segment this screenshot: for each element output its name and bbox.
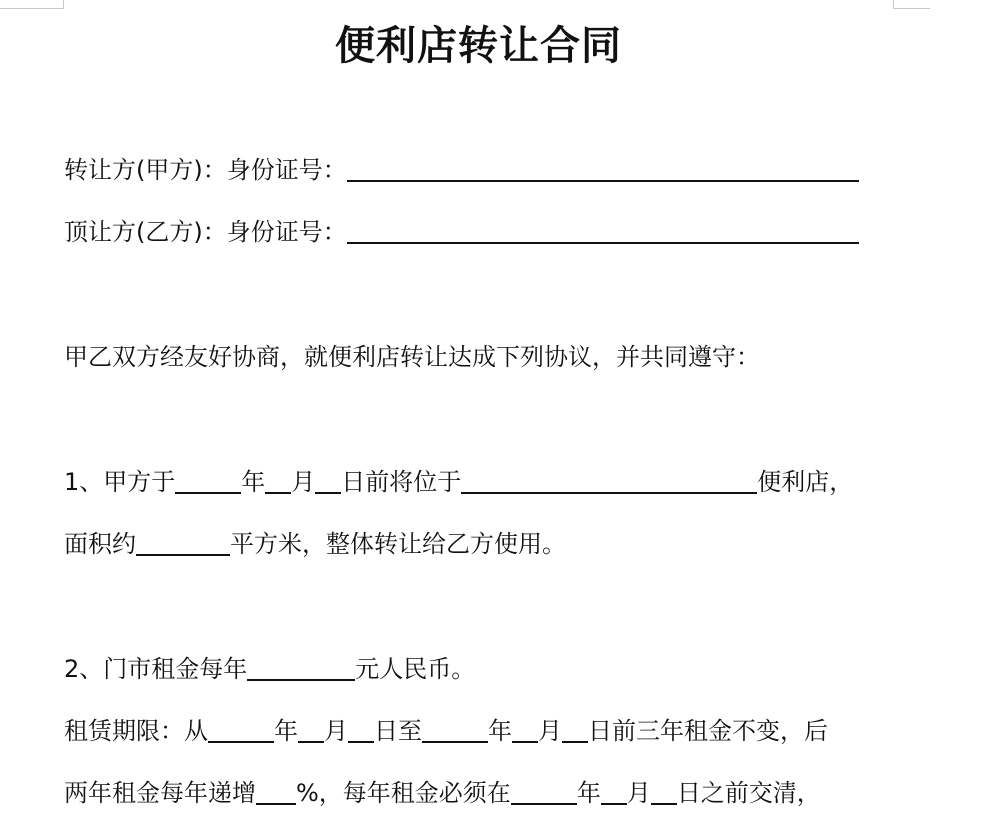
clause-text: 元人民币。 <box>355 655 476 683</box>
day-blank[interactable] <box>315 466 341 494</box>
party-a-id-blank[interactable] <box>347 154 859 182</box>
start-day-blank[interactable] <box>348 715 374 743</box>
clause-text: 月 <box>538 717 562 745</box>
payment-day-blank[interactable] <box>651 777 677 805</box>
clause-text: 日之前交清， <box>676 779 821 807</box>
month-blank[interactable] <box>265 466 291 494</box>
increase-percent-blank[interactable] <box>256 777 296 805</box>
clause-2-line-2 <box>64 711 828 746</box>
clause-text: 月 <box>324 717 348 745</box>
party-b-label: 顶让方(乙方)：身份证号： <box>64 218 347 246</box>
clause-text: 面积约 <box>64 530 136 558</box>
party-b-id-blank[interactable] <box>347 216 859 244</box>
clause-text: 年 <box>274 717 298 745</box>
clause-text: 年 <box>241 468 266 496</box>
clause-text: 日前将位于 <box>341 468 462 496</box>
intro-text: 甲乙双方经友好协商，就便利店转让达成下列协议，并共同遵守： <box>64 343 760 371</box>
clause-text: 2、门市租金每年 <box>64 655 248 683</box>
year-blank[interactable] <box>175 466 241 494</box>
end-month-blank[interactable] <box>512 715 538 743</box>
start-year-blank[interactable] <box>208 715 274 743</box>
party-b-line <box>64 212 859 247</box>
clause-text: 日至 <box>374 717 422 745</box>
clause-text: 1、甲方于 <box>64 468 176 496</box>
area-blank[interactable] <box>136 528 230 556</box>
clause-text: 年 <box>576 779 601 807</box>
crop-mark-right <box>893 0 930 9</box>
clause-text: 两年租金每年递增 <box>64 779 256 807</box>
clause-text: 日前三年租金不变，后 <box>588 717 828 745</box>
clause-text: 年 <box>488 717 512 745</box>
clause-text: %，每年租金必须在 <box>296 779 511 807</box>
clause-text: 租赁期限：从 <box>64 717 208 745</box>
clause-text: 月 <box>291 468 316 496</box>
intro-paragraph <box>64 337 760 372</box>
crop-mark-left <box>0 0 64 9</box>
document-title: 便利店转让合同 <box>335 22 622 69</box>
party-a-line <box>64 150 859 185</box>
clause-1-line-1 <box>64 462 853 497</box>
payment-year-blank[interactable] <box>511 777 577 805</box>
clause-1-line-2 <box>64 524 566 559</box>
party-a-label: 转让方(甲方)：身份证号： <box>64 156 347 184</box>
location-blank[interactable] <box>461 466 757 494</box>
start-month-blank[interactable] <box>298 715 324 743</box>
clause-2-line-3 <box>64 773 821 808</box>
clause-text: 便利店， <box>757 468 854 496</box>
rent-amount-blank[interactable] <box>247 653 355 681</box>
clause-text: 平方米，整体转让给乙方使用。 <box>230 530 566 558</box>
clause-2-line-1 <box>64 649 475 684</box>
clause-text: 月 <box>626 779 651 807</box>
payment-month-blank[interactable] <box>601 777 627 805</box>
end-day-blank[interactable] <box>562 715 588 743</box>
end-year-blank[interactable] <box>422 715 488 743</box>
